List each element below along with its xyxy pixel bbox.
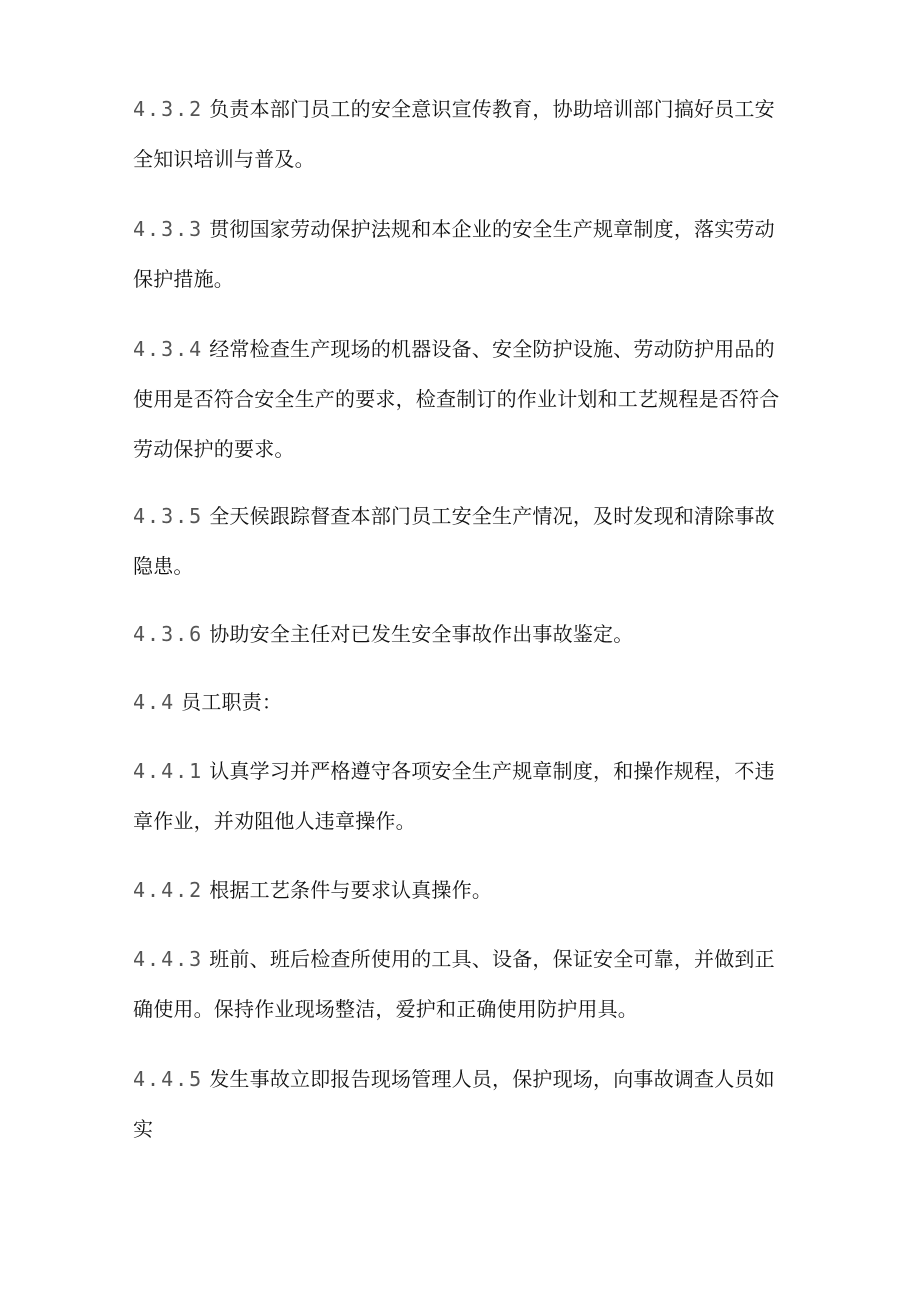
paragraph-4-4-3 xyxy=(133,934,793,1034)
section-number: 4.3.3 xyxy=(133,217,204,241)
paragraph-text: 根据工艺条件与要求认真操作。 xyxy=(209,878,493,902)
paragraph-4-3-6 xyxy=(133,609,793,659)
section-number: 4.4.5 xyxy=(133,1067,204,1091)
paragraph-4-4-1 xyxy=(133,746,793,846)
paragraph-text: 协助安全主任对已发生安全事故作出事故鉴定。 xyxy=(209,622,634,646)
paragraph-text: 班前、班后检查所使用的工具、设备，保证安全可靠，并做到正确使用。保持作业现场整洁，爱护和正确使用防护用具。 xyxy=(133,947,775,1021)
paragraph-text: 认真学习并严格遵守各项安全生产规章制度，和操作规程，不违章作业，并劝阻他人违章操作。 xyxy=(133,759,775,833)
paragraph-4-4-5 xyxy=(133,1054,793,1154)
heading-4-4 xyxy=(133,677,793,727)
section-number: 4.4.3 xyxy=(133,947,204,971)
section-number: 4.3.6 xyxy=(133,622,204,646)
section-number: 4.4 xyxy=(133,690,176,714)
section-number: 4.4.2 xyxy=(133,878,204,902)
paragraph-4-3-5 xyxy=(133,491,793,591)
section-number: 4.3.4 xyxy=(133,337,204,361)
paragraph-text: 发生事故立即报告现场管理人员，保护现场，向事故调查人员如实 xyxy=(133,1067,775,1141)
paragraph-4-3-2 xyxy=(133,84,793,184)
section-number: 4.4.1 xyxy=(133,759,204,783)
paragraph-text: 贯彻国家劳动保护法规和本企业的安全生产规章制度，落实劳动保护措施。 xyxy=(133,217,775,291)
section-number: 4.3.5 xyxy=(133,504,204,528)
paragraph-text: 负责本部门员工的安全意识宣传教育，协助培训部门搞好员工安全知识培训与普及。 xyxy=(133,97,775,171)
section-number: 4.3.2 xyxy=(133,97,204,121)
paragraph-4-3-4 xyxy=(133,324,793,474)
paragraph-4-3-3 xyxy=(133,204,793,304)
paragraph-4-4-2 xyxy=(133,865,793,915)
paragraph-text: 经常检查生产现场的机器设备、安全防护设施、劳动防护用品的使用是否符合安全生产的要求，检查制订的作业计划和工艺规程是否符合劳动保护的要求。 xyxy=(133,337,780,461)
heading-text: 员工职责： xyxy=(181,690,283,714)
paragraph-text: 全天候跟踪督查本部门员工安全生产情况，及时发现和清除事故隐患。 xyxy=(133,504,775,578)
